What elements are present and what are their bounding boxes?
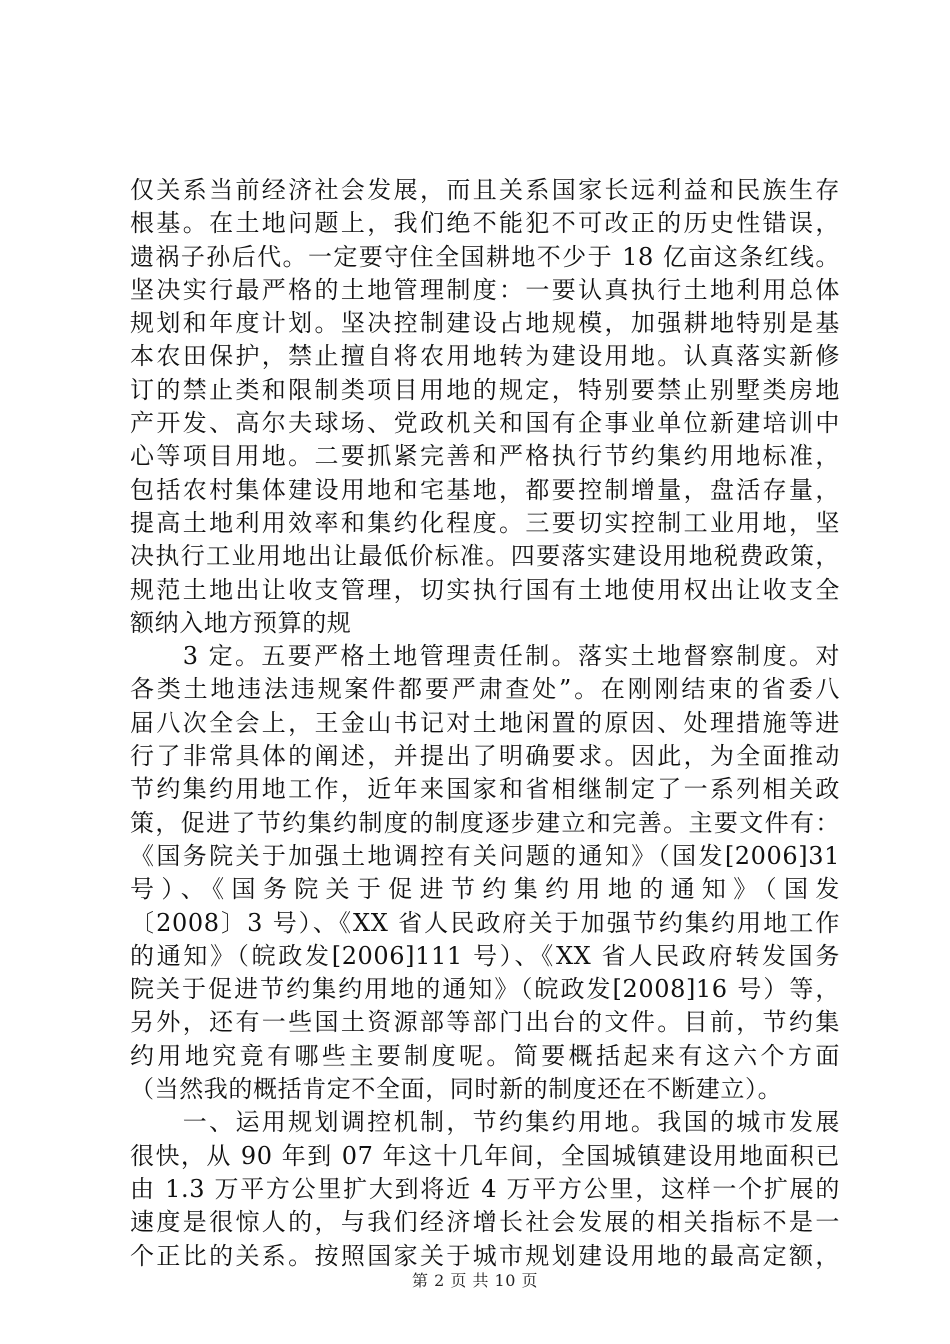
text-line: 提高土地利用效率和集约化程度。三要切实控制工业用地，坚 (130, 508, 840, 537)
text-line: 届八次全会上，王金山书记对土地闲置的原因、处理措施等进 (130, 708, 840, 737)
text-line: 的通知》（皖政发[2006]111 号）、《XX 省人民政府转发国务 (130, 941, 840, 970)
text-line: 包括农村集体建设用地和宅基地，都要控制增量，盘活存量， (130, 475, 840, 504)
text-line: 院关于促进节约集约用地的通知》（皖政发[2008]16 号）等， (130, 975, 840, 1004)
text-line: 规划和年度计划。坚决控制建设占地规模，加强耕地特别是基 (130, 309, 840, 338)
text-line: 号）、《国务院关于促进节约集约用地的通知》（国发 (130, 875, 840, 904)
text-line: 仅关系当前经济社会发展，而且关系国家长远利益和民族生存 (130, 176, 840, 204)
body-text (130, 174, 840, 1273)
page-footer: 第 2 页 共 10 页 (412, 1271, 538, 1290)
text-line: 遗祸子孙后代。一定要守住全国耕地不少于 18 亿亩这条红线。 (130, 242, 840, 271)
text-line: 约用地究竟有哪些主要制度呢。简要概括起来有这六个方面 (130, 1041, 840, 1070)
text-line: 〔2008〕3 号）、《XX 省人民政府关于加强节约集约用地工作 (130, 908, 840, 937)
text-line: 订的禁止类和限制类项目用地的规定，特别要禁止别墅类房地 (130, 375, 840, 404)
text-line: 个正比的关系。按照国家关于城市规划建设用地的最高定额， (130, 1241, 840, 1270)
text-line: 规范土地出让收支管理，切实执行国有土地使用权出让收支全 (130, 575, 840, 604)
text-line: 3 定。五要严格土地管理责任制。落实土地督察制度。对 (130, 642, 840, 671)
text-line: 策，促进了节约集约制度的制度逐步建立和完善。主要文件有： (130, 808, 840, 837)
text-line: 速度是很惊人的，与我们经济增长社会发展的相关指标不是一 (130, 1208, 840, 1237)
text-line: 一、运用规划调控机制，节约集约用地。我国的城市发展 (130, 1108, 840, 1137)
text-line: 额纳入地方预算的规 (130, 608, 352, 637)
text-line: 另外，还有一些国土资源部等部门出台的文件。目前，节约集 (130, 1008, 840, 1037)
text-line: 坚决实行最严格的土地管理制度：一要认真执行土地利用总体 (130, 275, 840, 304)
text-line: 根基。在土地问题上，我们绝不能犯不可改正的历史性错误， (130, 209, 840, 238)
text-line: 本农田保护，禁止擅自将农用地转为建设用地。认真落实新修 (130, 342, 840, 371)
text-line: 各类土地违法违规案件都要严肃查处”。在刚刚结束的省委八 (130, 675, 840, 704)
text-line: 《国务院关于加强土地调控有关问题的通知》（国发[2006]31 (130, 841, 840, 870)
text-line: 行了非常具体的阐述，并提出了明确要求。因此，为全面推动 (130, 742, 840, 771)
text-line: 决执行工业用地出让最低价标准。四要落实建设用地税费政策， (130, 542, 840, 571)
text-line: 心等项目用地。二要抓紧完善和严格执行节约集约用地标准， (130, 442, 840, 471)
text-line: （当然我的概括肯定不全面，同时新的制度还在不断建立）。 (130, 1075, 783, 1104)
text-line: 很快，从 90 年到 07 年这十几年间，全国城镇建设用地面积已 (130, 1141, 840, 1170)
text-line: 节约集约用地工作，近年来国家和省相继制定了一系列相关政 (130, 775, 840, 804)
text-line: 产开发、高尔夫球场、党政机关和国有企事业单位新建培训中 (130, 409, 840, 438)
text-line: 由 1.3 万平方公里扩大到将近 4 万平方公里，这样一个扩展的 (130, 1174, 840, 1203)
